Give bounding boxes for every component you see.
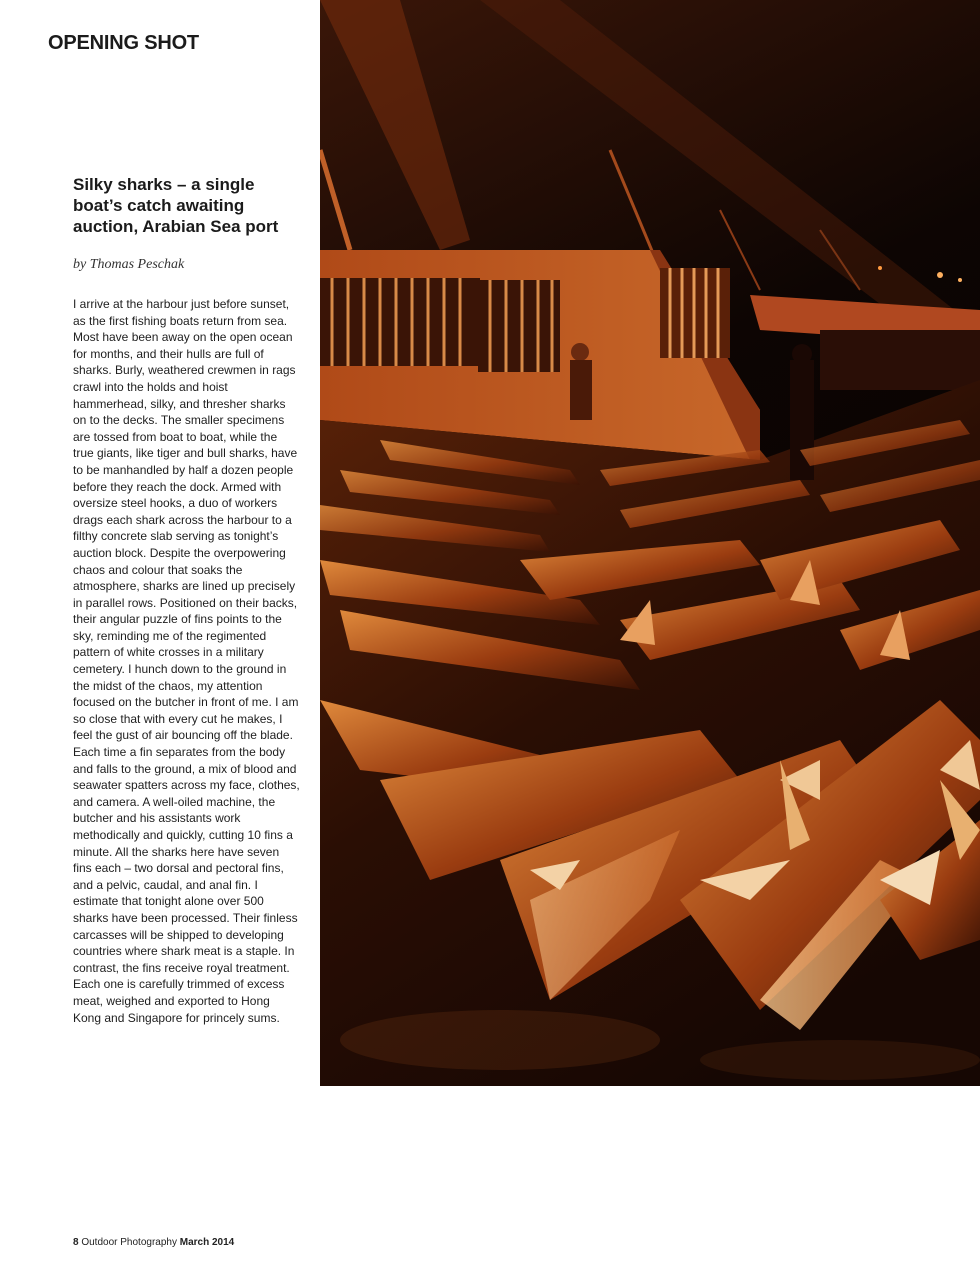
shark-harbour-photo [320,0,980,1086]
article-body: I arrive at the harbour just before sunset, as the first fishing boats return from sea. Most have been away on the open ocean for months, and their hulls are full of sharks. Burly, weathered crewmen in rags crawl into the holds and hoist hammerhead, silky, and thresher sharks on to the decks. The smaller specimens are tossed from boat to boat, while the true giants, like tiger and bull sharks, have to be manhandled by half a dozen people before they reach the dock. Armed with oversize steel hooks, a duo of workers drags each shark across the harbour to a filthy concrete slab serving as tonight’s auction block. Despite the overpowering chaos and colour that soaks the atmosphere, sharks are lined up precisely in parallel rows. Positioned on their backs, their angular puzzle of fins points to the sky, reminding me of the regimented pattern of white crosses in a military cemetery. I hunch down to the ground in the midst of the chaos, my attention focused on the butcher in front of me. I am so close that with every cut he makes, I feel the gust of air bouncing off the blade. Each time a fin separates from the body and falls to the ground, a mix of blood and seawater spatters across my face, clothes, and camera. A well-oiled machine, the butcher and his assistants work methodically and quickly, cutting 10 fins a minute. All the sharks here have seven fins each – two dorsal and pectoral fins, and a pelvic, caudal, and anal fin. I estimate that tonight alone over 500 sharks have been processed. Their finless carcasses will be shipped to developing countries where shark meat is a staple. In contrast, the fins receive royal treatment. Each one is carefully trimmed of excess meat, weighed and exported to Hong Kong and Singapore for princely sums. [73,297,300,1025]
article-title: Silky sharks – a single boat’s catch awaiting auction, Arabian Sea port [73,175,279,236]
page-footer [73,1237,234,1248]
publication-name: Outdoor Photography [81,1237,177,1248]
issue-date: March 2014 [179,1237,235,1248]
byline: by Thomas Peschak [73,257,185,272]
page-number: 8 [73,1237,79,1248]
section-label: OPENING SHOT [48,32,199,54]
